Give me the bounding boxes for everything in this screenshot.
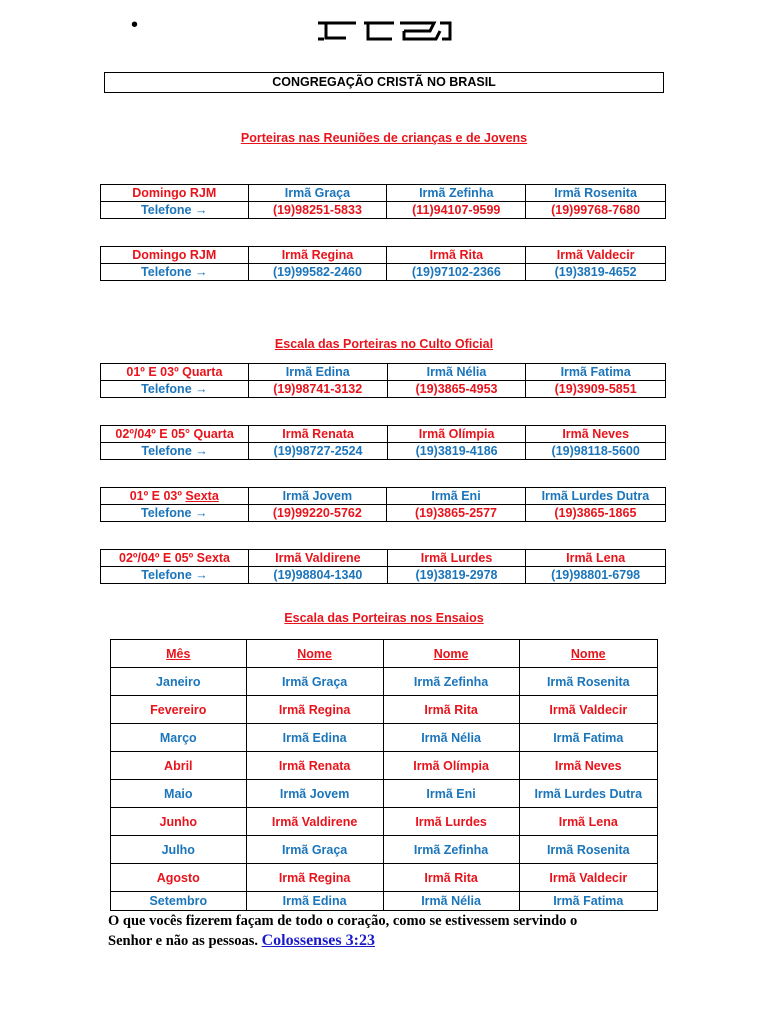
name-cell: Irmã Graça [246, 836, 383, 864]
column-header: Nome [246, 640, 383, 668]
quote-line-2: Senhor e não as pessoas. Colossenses 3:23 [108, 932, 375, 949]
phone-cell: (19)3909-5851 [526, 381, 666, 398]
phone-cell: (19)3865-1865 [525, 505, 665, 522]
table-row [101, 426, 666, 443]
section-title-culto: Escala das Porteiras no Culto Oficial [274, 337, 494, 351]
month-cell: Julho [111, 836, 247, 864]
table-row [101, 185, 666, 202]
phone-cell: (19)3865-4953 [387, 381, 526, 398]
phone-cell: (19)97102-2366 [387, 264, 526, 281]
schedule-table-rjm-1 [100, 184, 666, 219]
phone-label: Telefone → [101, 567, 249, 584]
day-cell: 02º/04º E 05° Quarta [101, 426, 249, 443]
section-title-reunioes: Porteiras nas Reuniões de crianças e de Jovens [240, 131, 528, 145]
month-cell: Abril [111, 752, 247, 780]
month-cell: Junho [111, 808, 247, 836]
ccb-logo [316, 18, 452, 44]
phone-label: Telefone → [101, 202, 249, 219]
name-cell: Irmã Rosenita [519, 836, 657, 864]
phone-cell: (19)99220-5762 [248, 505, 387, 522]
name-cell: Irmã Valdirene [249, 550, 388, 567]
column-header: Nome [519, 640, 657, 668]
phone-cell: (19)98118-5600 [526, 443, 666, 460]
name-cell: Irmã Eni [387, 488, 526, 505]
name-cell: Irmã Rita [383, 864, 519, 892]
schedule-table-sexta-1 [100, 487, 666, 522]
month-cell: Maio [111, 780, 247, 808]
schedule-table-quarta-1 [100, 363, 666, 398]
name-cell: Irmã Edina [248, 364, 387, 381]
name-cell: Irmã Jovem [248, 488, 387, 505]
month-cell: Setembro [111, 892, 247, 911]
phone-cell: (19)98801-6798 [526, 567, 666, 584]
phone-cell: (19)3819-2978 [387, 567, 526, 584]
name-cell: Irmã Olímpia [383, 752, 519, 780]
name-cell: Irmã Rosenita [526, 185, 666, 202]
bible-quote [108, 912, 668, 951]
schedule-table-quarta-2 [100, 425, 666, 460]
name-cell: Irmã Valdecir [519, 696, 657, 724]
name-cell: Irmã Nélia [387, 364, 526, 381]
name-cell: Irmã Rosenita [519, 668, 657, 696]
name-cell: Irmã Olímpia [387, 426, 525, 443]
table-row [111, 724, 658, 752]
name-cell: Irmã Rita [387, 247, 526, 264]
table-row [101, 550, 666, 567]
name-cell: Irmã Zefinha [387, 185, 526, 202]
name-cell: Irmã Regina [248, 247, 387, 264]
table-row [111, 780, 658, 808]
table-row [101, 364, 666, 381]
name-cell: Irmã Lurdes [387, 550, 526, 567]
phone-label: Telefone → [101, 264, 249, 281]
name-cell: Irmã Renata [246, 752, 383, 780]
phone-cell: (19)3865-2577 [387, 505, 526, 522]
table-row [101, 505, 666, 522]
month-cell: Fevereiro [111, 696, 247, 724]
table-row [111, 696, 658, 724]
month-cell: Janeiro [111, 668, 247, 696]
schedule-table-rjm-2 [100, 246, 666, 281]
phone-cell: (19)98251-5833 [248, 202, 387, 219]
day-cell: Domingo RJM [101, 185, 249, 202]
name-cell: Irmã Lena [519, 808, 657, 836]
name-cell: Irmã Valdecir [526, 247, 666, 264]
phone-cell: (19)98741-3132 [248, 381, 387, 398]
name-cell: Irmã Fatima [519, 724, 657, 752]
name-cell: Irmã Nélia [383, 724, 519, 752]
name-cell: Irmã Fatima [519, 892, 657, 911]
phone-cell: (11)94107-9599 [387, 202, 526, 219]
day-cell: 01º E 03º Sexta [101, 488, 249, 505]
table-row [111, 836, 658, 864]
page-title: CONGREGAÇÃO CRISTÃ NO BRASIL [104, 72, 664, 93]
table-row [111, 892, 658, 911]
column-header: Nome [383, 640, 519, 668]
phone-cell: (19)3819-4186 [387, 443, 525, 460]
name-cell: Irmã Neves [526, 426, 666, 443]
name-cell: Irmã Neves [519, 752, 657, 780]
table-row [101, 488, 666, 505]
table-row [101, 567, 666, 584]
phone-cell: (19)3819-4652 [526, 264, 666, 281]
name-cell: Irmã Eni [383, 780, 519, 808]
table-row [101, 264, 666, 281]
day-cell: Domingo RJM [101, 247, 249, 264]
name-cell: Irmã Lurdes [383, 808, 519, 836]
phone-label: Telefone → [101, 505, 249, 522]
table-row [111, 752, 658, 780]
phone-label: Telefone → [101, 381, 249, 398]
ensaios-table [110, 639, 658, 911]
name-cell: Irmã Valdecir [519, 864, 657, 892]
table-row [111, 808, 658, 836]
table-row [101, 202, 666, 219]
phone-cell: (19)98804-1340 [249, 567, 388, 584]
name-cell: Irmã Graça [248, 185, 387, 202]
month-cell: Março [111, 724, 247, 752]
month-cell: Agosto [111, 864, 247, 892]
phone-cell: (19)99768-7680 [526, 202, 666, 219]
name-cell: Irmã Valdirene [246, 808, 383, 836]
name-cell: Irmã Graça [246, 668, 383, 696]
name-cell: Irmã Jovem [246, 780, 383, 808]
table-header-row [111, 640, 658, 668]
section-title-ensaios: Escala das Porteiras nos Ensaios [284, 611, 484, 625]
table-row [101, 381, 666, 398]
day-cell: 02º/04º E 05º Sexta [101, 550, 249, 567]
name-cell: Irmã Lurdes Dutra [525, 488, 665, 505]
schedule-table-sexta-2 [100, 549, 666, 584]
name-cell: Irmã Lurdes Dutra [519, 780, 657, 808]
name-cell: Irmã Zefinha [383, 668, 519, 696]
bullet: • [131, 14, 139, 36]
table-row [111, 668, 658, 696]
day-cell: 01º E 03º Quarta [101, 364, 249, 381]
colossenses-link[interactable]: Colossenses 3:23 [261, 932, 375, 949]
table-row [111, 864, 658, 892]
name-cell: Irmã Rita [383, 696, 519, 724]
name-cell: Irmã Regina [246, 696, 383, 724]
name-cell: Irmã Fatima [526, 364, 666, 381]
name-cell: Irmã Edina [246, 724, 383, 752]
name-cell: Irmã Renata [249, 426, 388, 443]
phone-cell: (19)99582-2460 [248, 264, 387, 281]
name-cell: Irmã Regina [246, 864, 383, 892]
name-cell: Irmã Zefinha [383, 836, 519, 864]
name-cell: Irmã Edina [246, 892, 383, 911]
column-header: Mês [111, 640, 247, 668]
table-row [101, 443, 666, 460]
name-cell: Irmã Nélia [383, 892, 519, 911]
quote-line-1: O que vocês fizerem façam de todo o coração, como se estivessem servindo o [108, 913, 578, 929]
phone-cell: (19)98727-2524 [249, 443, 388, 460]
name-cell: Irmã Lena [526, 550, 666, 567]
phone-label: Telefone → [101, 443, 249, 460]
table-row [101, 247, 666, 264]
